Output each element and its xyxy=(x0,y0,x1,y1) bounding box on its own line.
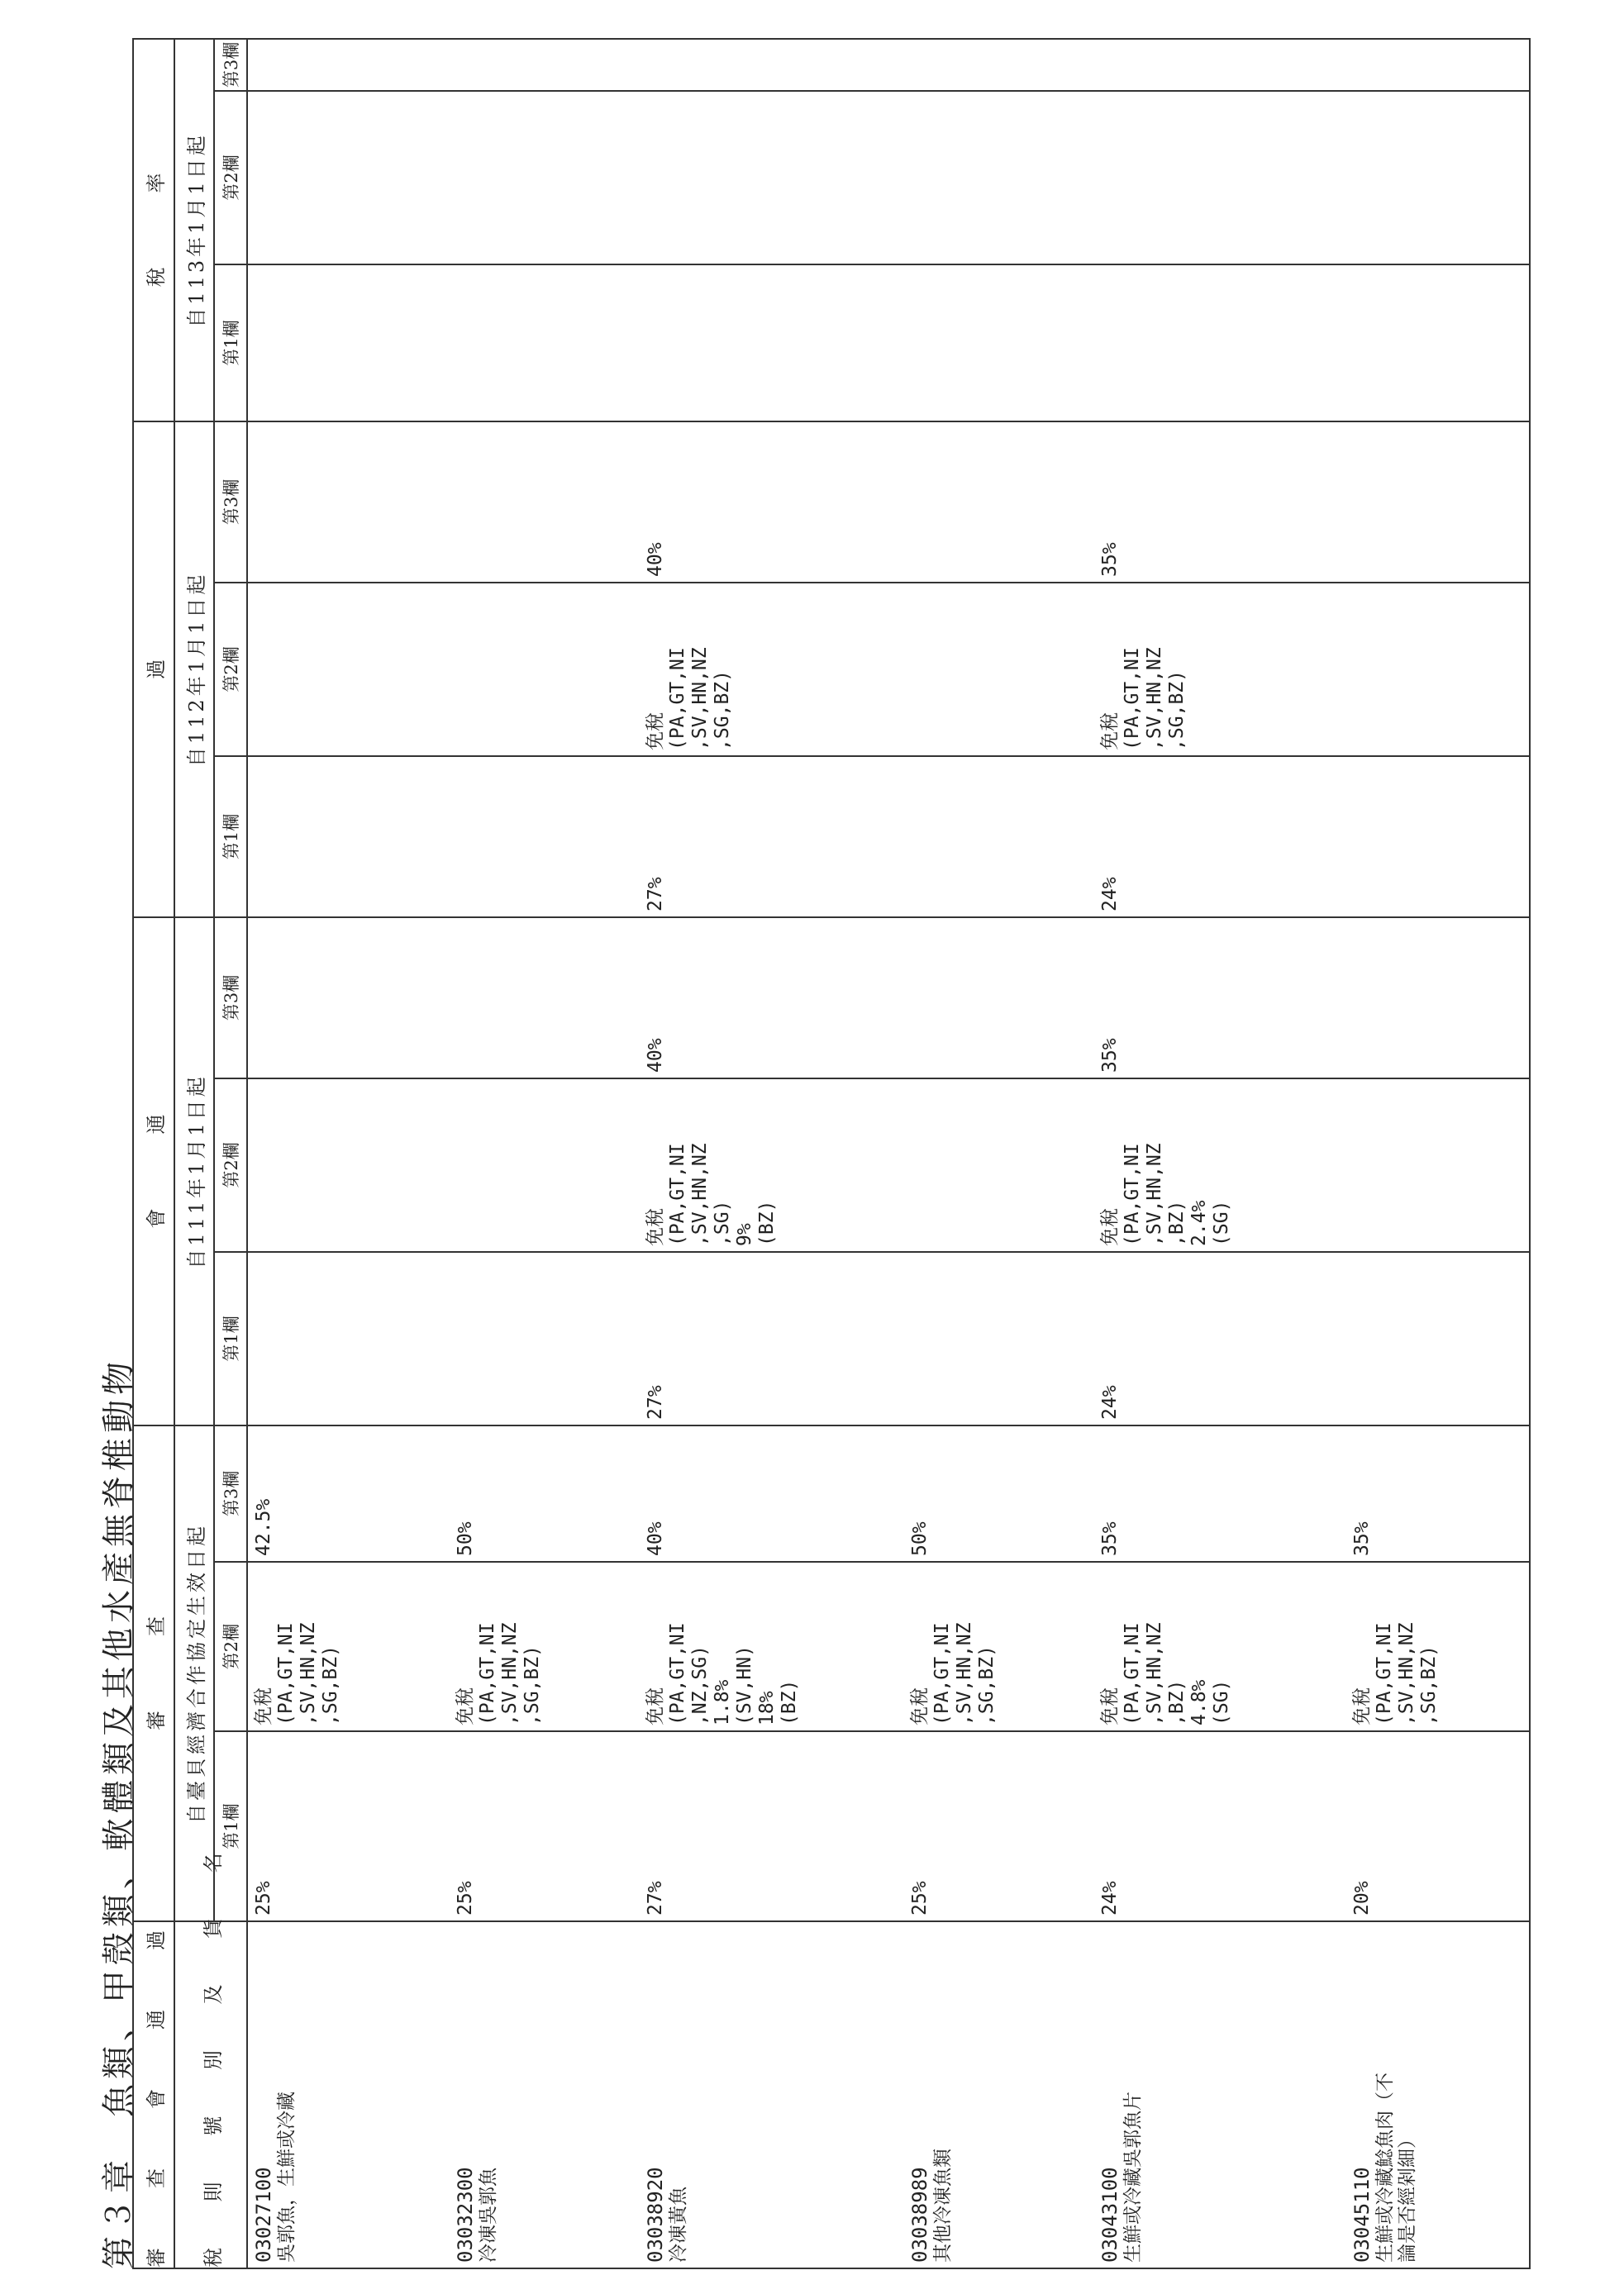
tariff-rate: 免稅 (PA,GT,NI ,SV,HN,NZ ,BZ) 4.8% (SG) xyxy=(1099,1622,1232,1725)
col-header: 第1欄 xyxy=(214,264,247,421)
group-header-2: 自111年1月1日起 xyxy=(174,917,214,1425)
tariff-rate: 免稅 (PA,GT,NI ,SV,HN,NZ ,BZ) 2.4% (SG) xyxy=(1099,1143,1232,1246)
g3-col3 xyxy=(247,421,1530,583)
goods-name: 冷凍吳郭魚 xyxy=(478,2168,499,2263)
tariff-rate: 40% xyxy=(645,1521,666,1556)
g1-col1 xyxy=(247,1731,1530,1921)
goods-name: 冷凍黃魚 xyxy=(668,2187,689,2263)
goods-name: 其他冷凍魚類 xyxy=(932,2149,954,2263)
group-header-3: 自112年1月1日起 xyxy=(174,421,214,917)
tariff-rate: 35% xyxy=(1099,1038,1121,1073)
code-col-header-bottom: 稅 則 號 別 及 貨 名 xyxy=(174,1921,247,2268)
g3-col1 xyxy=(247,756,1530,917)
tariff-rate: 35% xyxy=(1351,1521,1373,1556)
tariff-rate: 免稅 (PA,GT,NI ,SV,HN,NZ ,SG) 9% (BZ) xyxy=(645,1143,778,1246)
g2-col1 xyxy=(247,1252,1530,1425)
group-header-4: 自113年1月1日起 xyxy=(174,39,214,421)
tariff-rate: 50% xyxy=(909,1521,931,1556)
g4-col2 xyxy=(247,91,1530,264)
g2-col3 xyxy=(247,917,1530,1078)
goods-name: 生鮮或冷藏鯰魚肉（不 論是否經剁細） xyxy=(1374,2073,1418,2263)
header-review-4: 稅率 xyxy=(133,39,174,421)
col-header: 第3欄 xyxy=(214,421,247,583)
tariff-rate: 25% xyxy=(455,1881,476,1916)
tariff-rate: 免稅 (PA,GT,NI ,SV,HN,NZ ,SG,BZ) xyxy=(909,1622,998,1725)
col-header: 第3欄 xyxy=(214,917,247,1078)
tariff-rate: 24% xyxy=(1099,1385,1121,1420)
tariff-rate: 50% xyxy=(455,1521,476,1556)
tariff-code: 03045110 xyxy=(1350,2167,1374,2263)
tariff-code: 03038989 xyxy=(908,2167,931,2263)
g2-col2 xyxy=(247,1078,1530,1252)
col-header: 第2欄 xyxy=(214,1562,247,1731)
tariff-rate: 27% xyxy=(645,1385,666,1420)
col-header: 第2欄 xyxy=(214,583,247,756)
code-name-column xyxy=(247,1921,1530,2268)
col-header: 第3欄 xyxy=(214,39,247,91)
tariff-rate: 免稅 (PA,GT,NI ,SV,HN,NZ ,SG,BZ) xyxy=(455,1622,543,1725)
col-header: 第1欄 xyxy=(214,756,247,917)
col-header: 第2欄 xyxy=(214,1078,247,1252)
g1-col2 xyxy=(247,1562,1530,1731)
tariff-table xyxy=(132,38,1531,2269)
tariff-code: 03027100 xyxy=(252,2167,275,2263)
tariff-rate: 42.5% xyxy=(253,1498,274,1556)
col-header: 第3欄 xyxy=(214,1425,247,1562)
tariff-rate: 25% xyxy=(253,1881,274,1916)
tariff-code: 03032300 xyxy=(454,2167,477,2263)
tariff-rate: 免稅 (PA,GT,NI ,SV,HN,NZ ,SG,BZ) xyxy=(1099,647,1188,750)
g1-col3 xyxy=(247,1425,1530,1562)
tariff-rate: 35% xyxy=(1099,1521,1121,1556)
tariff-rate: 27% xyxy=(645,877,666,911)
code-col-header-top: 審 查 會 通 過 xyxy=(133,1921,174,2268)
chapter-title: 第３章 魚類、甲殼類、軟體類及其他水產無脊椎動物 xyxy=(100,1357,138,2269)
goods-name: 吳郭魚，生鮮或冷藏 xyxy=(276,2092,298,2263)
tariff-rate: 免稅 (PA,GT,NI ,SV,HN,NZ ,SG,BZ) xyxy=(253,1622,341,1725)
col-header: 第1欄 xyxy=(214,1731,247,1921)
group-header-1: 自臺貝經濟合作協定生效日起 xyxy=(174,1425,214,1921)
tariff-rate: 40% xyxy=(645,1038,666,1073)
g3-col2 xyxy=(247,583,1530,756)
header-review-2: 會通 xyxy=(133,917,174,1425)
g4-col3 xyxy=(247,39,1530,91)
tariff-rate: 27% xyxy=(645,1881,666,1916)
tariff-rate: 免稅 (PA,GT,NI ,NZ,SG) 1.8% (SV,HN) 18% (BZ) xyxy=(645,1622,800,1725)
goods-name: 生鮮或冷藏吳郭魚片 xyxy=(1122,2092,1144,2263)
g4-col1 xyxy=(247,264,1530,421)
tariff-rate: 25% xyxy=(909,1881,931,1916)
tariff-code: 03043100 xyxy=(1098,2167,1122,2263)
tariff-rate: 免稅 (PA,GT,NI ,SV,HN,NZ ,SG,BZ) xyxy=(645,647,733,750)
header-review-1: 審查 xyxy=(133,1425,174,1921)
tariff-rate: 24% xyxy=(1099,877,1121,911)
tariff-rate: 20% xyxy=(1351,1881,1373,1916)
tariff-rate: 24% xyxy=(1099,1881,1121,1916)
col-header: 第1欄 xyxy=(214,1252,247,1425)
tariff-rate: 免稅 (PA,GT,NI ,SV,HN,NZ ,SG,BZ) xyxy=(1351,1622,1440,1725)
tariff-rate: 40% xyxy=(645,542,666,577)
col-header: 第2欄 xyxy=(214,91,247,264)
tariff-rate: 35% xyxy=(1099,542,1121,577)
header-review-3: 過 xyxy=(133,421,174,917)
tariff-code: 03038920 xyxy=(644,2167,667,2263)
